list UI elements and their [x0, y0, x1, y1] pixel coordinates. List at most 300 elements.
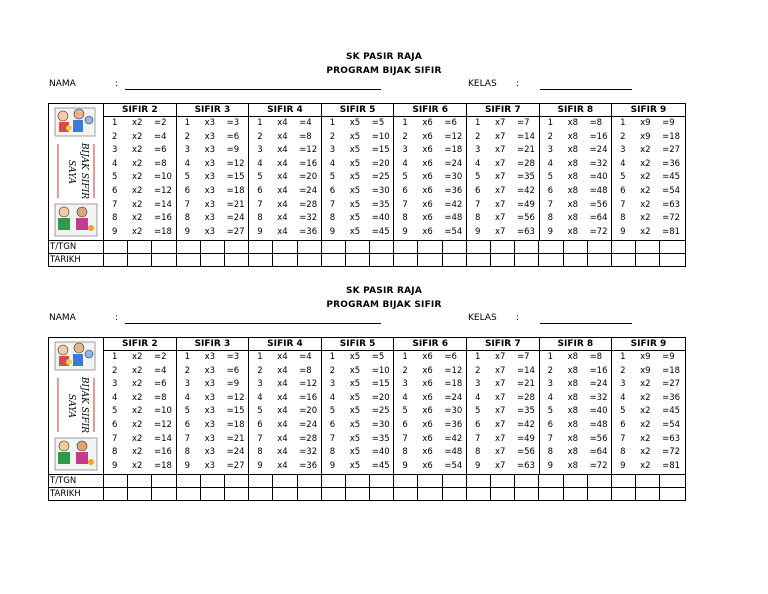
- footer-cell[interactable]: [394, 475, 418, 487]
- footer-cell[interactable]: [201, 254, 225, 266]
- footer-cell[interactable]: [346, 475, 370, 487]
- footer-cell[interactable]: [564, 254, 588, 266]
- row-multiplier: x6: [422, 352, 433, 362]
- sifir-column: [177, 104, 250, 240]
- footer-cell[interactable]: [201, 475, 225, 487]
- row-multiplier: x2: [640, 460, 651, 471]
- footer-cell[interactable]: [467, 488, 491, 500]
- row-result: =35: [516, 406, 535, 417]
- row-multiplier: x7: [494, 460, 506, 471]
- row-multiplier: x3: [204, 226, 216, 237]
- row-number: 4: [547, 392, 553, 403]
- table-row: [322, 158, 394, 172]
- kelas-colon: :: [516, 79, 520, 89]
- row-number: 4: [329, 158, 336, 169]
- footer-cell[interactable]: [467, 254, 491, 266]
- table-row: [540, 351, 612, 365]
- table-row: [249, 365, 321, 379]
- row-multiplier: x4: [277, 433, 288, 444]
- row-multiplier: x2: [640, 447, 651, 458]
- footer-cell[interactable]: [225, 241, 249, 253]
- table-row: [612, 378, 685, 392]
- row-result: =49: [516, 199, 535, 210]
- sifir-column: [540, 338, 613, 474]
- row-number: 2: [112, 131, 118, 142]
- footer-cell[interactable]: [588, 241, 612, 253]
- footer-cell[interactable]: [588, 475, 612, 487]
- footer-cell[interactable]: [346, 488, 370, 500]
- table-row: [104, 117, 176, 131]
- table-row: [467, 365, 539, 379]
- logo-cell: [49, 104, 104, 240]
- row-multiplier: x7: [494, 131, 506, 142]
- sifir-title: SIFIR 8: [540, 104, 612, 117]
- table-row: [612, 392, 685, 406]
- row-number: 7: [402, 433, 408, 444]
- row-multiplier: x4: [277, 172, 288, 183]
- row-number: 1: [547, 352, 553, 362]
- row-result: =45: [371, 460, 390, 471]
- footer-cell[interactable]: [322, 241, 346, 253]
- sifir-column: [322, 104, 395, 240]
- table-row: [394, 117, 466, 131]
- row-result: =12: [154, 419, 172, 430]
- footer-cell[interactable]: [201, 488, 225, 500]
- row-multiplier: x3: [204, 447, 216, 458]
- row-result: =48: [444, 447, 463, 458]
- row-multiplier: x3: [204, 433, 216, 444]
- footer-cell[interactable]: [539, 488, 563, 500]
- row-result: =40: [371, 447, 390, 458]
- row-number: 2: [620, 131, 626, 142]
- table-row: [177, 144, 249, 158]
- footer-cell[interactable]: [612, 241, 636, 253]
- row-result: =18: [444, 145, 463, 156]
- table-row: [322, 117, 394, 131]
- row-multiplier: x2: [640, 406, 651, 417]
- row-number: 1: [402, 118, 408, 128]
- footer-cell[interactable]: [636, 475, 660, 487]
- row-result: =40: [589, 172, 608, 183]
- footer-cell[interactable]: [298, 241, 322, 253]
- footer-cell[interactable]: [564, 475, 588, 487]
- footer-cell[interactable]: [443, 254, 467, 266]
- row-number: 1: [329, 352, 336, 362]
- row-result: =40: [589, 406, 608, 417]
- footer-cell[interactable]: [177, 475, 201, 487]
- row-result: =49: [516, 433, 535, 444]
- row-number: 7: [620, 199, 626, 210]
- row-multiplier: x4: [277, 392, 288, 403]
- footer-cell[interactable]: [539, 475, 563, 487]
- footer-cell[interactable]: [394, 241, 418, 253]
- row-multiplier: x6: [422, 172, 433, 183]
- table-row: [467, 171, 539, 185]
- footer-cell[interactable]: [443, 475, 467, 487]
- table-row: [394, 460, 466, 474]
- nama-field[interactable]: [125, 323, 381, 324]
- row-multiplier: x8: [567, 213, 579, 224]
- footer-cell[interactable]: [564, 488, 588, 500]
- row-multiplier: x6: [422, 185, 433, 196]
- footer-cell[interactable]: [273, 254, 297, 266]
- row-multiplier: x3: [204, 379, 216, 390]
- row-number: 3: [257, 145, 263, 156]
- footer-cell[interactable]: [443, 488, 467, 500]
- row-multiplier: x4: [277, 145, 288, 156]
- footer-cell[interactable]: [394, 488, 418, 500]
- sifir-title: SIFIR 9: [612, 338, 685, 351]
- row-multiplier: x5: [349, 419, 361, 430]
- row-multiplier: x2: [640, 379, 651, 390]
- table-row: [249, 144, 321, 158]
- footer-cell[interactable]: [636, 488, 660, 500]
- footer-cell[interactable]: [660, 475, 684, 487]
- footer-cell[interactable]: [370, 241, 394, 253]
- table-row: [322, 365, 394, 379]
- footer-cell[interactable]: [491, 241, 515, 253]
- row-result: =63: [662, 433, 681, 444]
- table-row: [394, 378, 466, 392]
- row-result: =24: [226, 447, 245, 458]
- row-number: 9: [547, 460, 553, 471]
- logo-text-bijak-sifir: BIJAK SIFIR: [79, 376, 89, 434]
- row-multiplier: x9: [640, 131, 651, 142]
- row-multiplier: x4: [277, 352, 288, 362]
- table-row: [249, 433, 321, 447]
- footer-cell[interactable]: [298, 488, 322, 500]
- row-multiplier: x5: [349, 392, 361, 403]
- row-result: =32: [299, 447, 318, 458]
- row-multiplier: x8: [567, 145, 579, 156]
- row-number: 1: [112, 118, 118, 128]
- row-number: 9: [257, 226, 263, 237]
- row-number: 1: [547, 118, 553, 128]
- row-result: =54: [662, 185, 681, 196]
- footer-cell[interactable]: [467, 475, 491, 487]
- row-multiplier: x3: [204, 352, 216, 362]
- footer-cell[interactable]: [539, 254, 563, 266]
- footer-cell[interactable]: [225, 488, 249, 500]
- row-number: 5: [184, 172, 191, 183]
- footer-cell[interactable]: [152, 488, 176, 500]
- footer-cell[interactable]: [588, 254, 612, 266]
- table-row: [177, 433, 249, 447]
- row-result: =42: [444, 199, 463, 210]
- date-label: TARIKH: [49, 254, 104, 266]
- row-multiplier: x2: [132, 118, 143, 128]
- row-multiplier: x2: [640, 213, 651, 224]
- table-row: [177, 419, 249, 433]
- row-result: =28: [516, 392, 535, 403]
- footer-cell[interactable]: [104, 241, 128, 253]
- row-result: =4: [299, 352, 312, 362]
- footer-cell[interactable]: [104, 475, 128, 487]
- table-row: [612, 460, 685, 474]
- date-label: TARIKH: [49, 488, 104, 500]
- table-row: [540, 378, 612, 392]
- row-multiplier: x3: [204, 158, 216, 169]
- row-multiplier: x2: [640, 185, 651, 196]
- row-result: =64: [589, 447, 608, 458]
- table-row: [249, 171, 321, 185]
- row-number: 6: [257, 185, 263, 196]
- footer-cell[interactable]: [177, 254, 201, 266]
- row-multiplier: x2: [132, 433, 143, 444]
- row-multiplier: x6: [422, 392, 433, 403]
- footer-cell[interactable]: [225, 475, 249, 487]
- row-multiplier: x8: [567, 379, 579, 390]
- row-number: 2: [329, 365, 336, 376]
- sifir-title: SIFIR 6: [394, 104, 466, 117]
- footer-cell[interactable]: [515, 254, 539, 266]
- row-result: =5: [371, 118, 385, 128]
- row-multiplier: x2: [640, 419, 651, 430]
- row-number: 2: [547, 131, 553, 142]
- row-result: =18: [444, 379, 463, 390]
- footer-cell[interactable]: [152, 254, 176, 266]
- row-multiplier: x5: [349, 185, 361, 196]
- table-row: [249, 117, 321, 131]
- footer-cell[interactable]: [612, 254, 636, 266]
- footer-cell[interactable]: [346, 241, 370, 253]
- row-result: =10: [154, 172, 172, 183]
- footer-cell[interactable]: [491, 254, 515, 266]
- table-row: [177, 185, 249, 199]
- row-number: 7: [257, 433, 263, 444]
- footer-cell[interactable]: [491, 475, 515, 487]
- row-multiplier: x8: [567, 433, 579, 444]
- footer-cell[interactable]: [298, 475, 322, 487]
- table-row: [612, 131, 685, 145]
- sifir-column: [104, 104, 177, 240]
- footer-cell[interactable]: [273, 241, 297, 253]
- row-multiplier: x5: [349, 131, 361, 142]
- footer-cell[interactable]: [588, 488, 612, 500]
- footer-cell[interactable]: [273, 488, 297, 500]
- footer-cell[interactable]: [104, 254, 128, 266]
- footer-cell[interactable]: [177, 241, 201, 253]
- row-multiplier: x3: [204, 460, 216, 471]
- row-number: 8: [547, 447, 553, 458]
- row-result: =28: [299, 433, 318, 444]
- row-multiplier: x3: [204, 145, 216, 156]
- nama-field[interactable]: [125, 89, 381, 90]
- row-multiplier: x4: [277, 419, 288, 430]
- footer-cell[interactable]: [539, 241, 563, 253]
- footer-cell[interactable]: [104, 488, 128, 500]
- row-number: 1: [474, 118, 481, 128]
- row-result: =6: [154, 379, 167, 390]
- footer-cell[interactable]: [394, 254, 418, 266]
- row-result: =16: [154, 447, 172, 458]
- row-result: =72: [589, 226, 608, 237]
- row-number: 3: [474, 379, 481, 390]
- footer-cell[interactable]: [152, 475, 176, 487]
- row-number: 9: [547, 226, 553, 237]
- footer-cell[interactable]: [322, 254, 346, 266]
- row-number: 4: [402, 392, 408, 403]
- footer-cell[interactable]: [612, 488, 636, 500]
- row-number: 5: [329, 406, 336, 417]
- footer-cell[interactable]: [322, 488, 346, 500]
- footer-cell[interactable]: [636, 254, 660, 266]
- kelas-field[interactable]: [540, 89, 632, 90]
- sifir-column: [322, 338, 395, 474]
- row-number: 1: [184, 118, 191, 128]
- row-multiplier: x3: [204, 365, 216, 376]
- row-number: 5: [620, 172, 626, 183]
- row-multiplier: x8: [567, 392, 579, 403]
- row-result: =4: [154, 131, 167, 142]
- sifir-title: SIFIR 4: [249, 104, 321, 117]
- footer-cell[interactable]: [128, 488, 152, 500]
- footer-cell[interactable]: [225, 254, 249, 266]
- footer-cell[interactable]: [249, 488, 273, 500]
- footer-cell[interactable]: [564, 241, 588, 253]
- table-row: [249, 199, 321, 213]
- row-result: =16: [589, 131, 608, 142]
- footer-cell[interactable]: [515, 488, 539, 500]
- row-result: =8: [299, 365, 312, 376]
- row-result: =35: [371, 199, 390, 210]
- row-number: 8: [474, 447, 481, 458]
- footer-cell[interactable]: [370, 475, 394, 487]
- signature-label: T/TGN: [49, 475, 104, 487]
- row-result: =72: [662, 213, 681, 224]
- row-result: =6: [444, 352, 457, 362]
- row-number: 6: [474, 419, 481, 430]
- row-number: 5: [547, 172, 553, 183]
- row-multiplier: x2: [132, 406, 143, 417]
- kelas-field[interactable]: [540, 323, 632, 324]
- footer-cell[interactable]: [249, 254, 273, 266]
- footer-cell[interactable]: [128, 254, 152, 266]
- logo-text-bijak-sifir: BIJAK SIFIR: [79, 142, 89, 200]
- row-result: =18: [226, 185, 245, 196]
- row-result: =63: [516, 226, 535, 237]
- row-number: 2: [257, 365, 263, 376]
- row-multiplier: x2: [640, 199, 651, 210]
- row-result: =24: [299, 419, 318, 430]
- footer-cell[interactable]: [298, 254, 322, 266]
- row-multiplier: x7: [494, 365, 506, 376]
- row-multiplier: x5: [349, 213, 361, 224]
- row-number: 7: [474, 199, 481, 210]
- table-row: [467, 185, 539, 199]
- row-result: =16: [299, 158, 318, 169]
- row-multiplier: x7: [494, 433, 506, 444]
- row-multiplier: x2: [640, 145, 651, 156]
- row-number: 3: [402, 145, 408, 156]
- table-row: [322, 446, 394, 460]
- footer-cell[interactable]: [370, 488, 394, 500]
- footer-cell[interactable]: [152, 241, 176, 253]
- footer-cell[interactable]: [418, 475, 442, 487]
- row-result: =10: [371, 365, 390, 376]
- row-result: =27: [226, 226, 245, 237]
- table-row: [467, 131, 539, 145]
- footer-cell[interactable]: [636, 241, 660, 253]
- row-result: =12: [226, 392, 245, 403]
- footer-cell[interactable]: [467, 241, 491, 253]
- footer-cell[interactable]: [612, 475, 636, 487]
- row-number: 3: [184, 379, 191, 390]
- sifir-column: [540, 104, 613, 240]
- footer-cell[interactable]: [515, 475, 539, 487]
- row-result: =12: [299, 379, 318, 390]
- table-row: [322, 185, 394, 199]
- footer-cell[interactable]: [418, 254, 442, 266]
- footer-cell[interactable]: [370, 254, 394, 266]
- row-multiplier: x7: [494, 419, 506, 430]
- row-number: 3: [402, 379, 408, 390]
- table-row: [612, 185, 685, 199]
- row-result: =6: [154, 145, 167, 156]
- row-number: 3: [620, 145, 626, 156]
- footer-cell[interactable]: [249, 241, 273, 253]
- footer-cell[interactable]: [660, 488, 684, 500]
- row-result: =48: [589, 185, 608, 196]
- footer-cell[interactable]: [128, 475, 152, 487]
- table-row: [540, 446, 612, 460]
- footer-cell[interactable]: [660, 254, 684, 266]
- footer-cell[interactable]: [515, 241, 539, 253]
- footer-cell[interactable]: [346, 254, 370, 266]
- table-row: [177, 117, 249, 131]
- row-multiplier: x3: [204, 406, 216, 417]
- footer-cell[interactable]: [491, 488, 515, 500]
- footer-cell[interactable]: [177, 488, 201, 500]
- footer-cell[interactable]: [443, 241, 467, 253]
- row-multiplier: x4: [277, 185, 288, 196]
- table-row: [467, 144, 539, 158]
- footer-cell[interactable]: [418, 241, 442, 253]
- footer-cell[interactable]: [249, 475, 273, 487]
- row-result: =16: [154, 213, 172, 224]
- table-row: [249, 460, 321, 474]
- footer-cell[interactable]: [128, 241, 152, 253]
- table-row: [104, 199, 176, 213]
- table-row: [467, 158, 539, 172]
- table-row: [540, 419, 612, 433]
- footer-cell[interactable]: [201, 241, 225, 253]
- row-multiplier: x4: [277, 460, 288, 471]
- table-row: [104, 131, 176, 145]
- table-row: [540, 199, 612, 213]
- row-number: 6: [184, 419, 191, 430]
- footer-cell[interactable]: [418, 488, 442, 500]
- table-row: [467, 433, 539, 447]
- row-number: 5: [402, 172, 408, 183]
- row-result: =35: [516, 172, 535, 183]
- row-result: =18: [662, 365, 681, 376]
- row-result: =3: [226, 352, 240, 362]
- table-row: [540, 405, 612, 419]
- row-number: 5: [112, 172, 118, 183]
- row-multiplier: x2: [640, 158, 651, 169]
- sifir-column: [177, 338, 250, 474]
- footer-cell[interactable]: [273, 475, 297, 487]
- table-row: [104, 171, 176, 185]
- table-row: [467, 392, 539, 406]
- row-multiplier: x6: [422, 213, 433, 224]
- footer-cell[interactable]: [322, 475, 346, 487]
- row-number: 4: [329, 392, 336, 403]
- row-multiplier: x4: [277, 379, 288, 390]
- footer-cell[interactable]: [660, 241, 684, 253]
- signature-row: [49, 240, 685, 253]
